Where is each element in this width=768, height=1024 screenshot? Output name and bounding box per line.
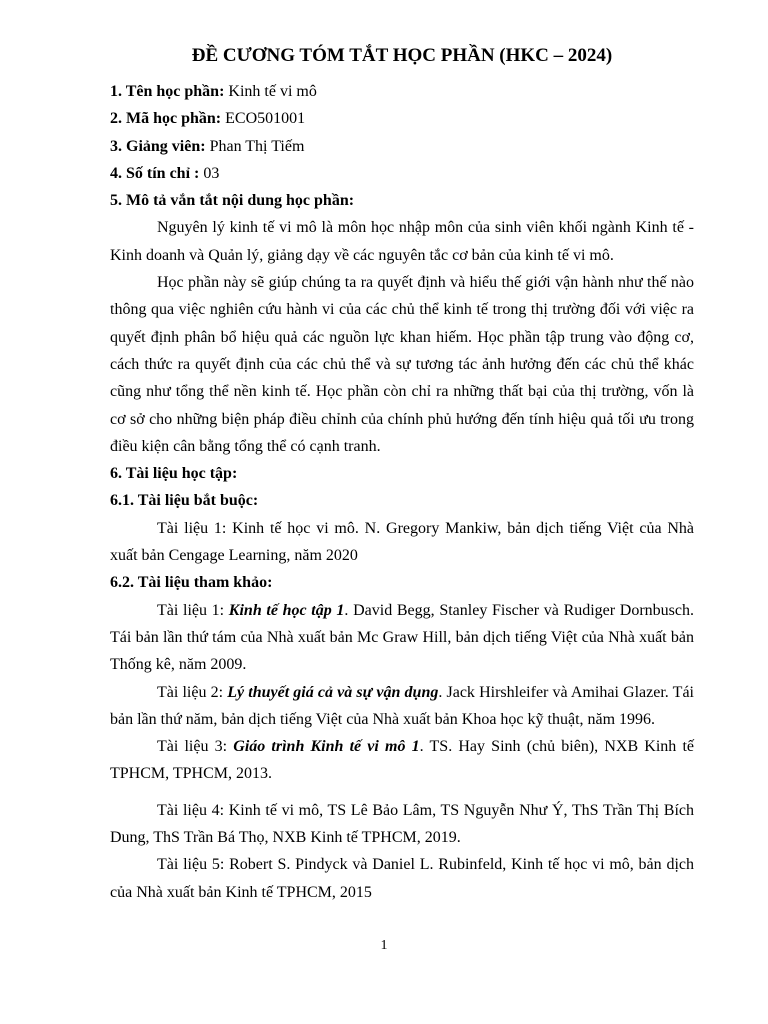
course-name-label: 1. Tên học phần: [110,83,225,100]
reference-document-1 [110,597,694,679]
lecturer-value: Phan Thị Tiếm [205,137,305,155]
reference-document-2 [110,679,694,734]
description-paragraph-2: Học phần này sẽ giúp chúng ta ra quyết định và hiểu thế giới vận hành như thế nào thông qua việc nghiên cứu hành vi của các chủ thể kinh tế trong thị trường đối với việc ra quyết định phân bổ hiệu quả các nguồn lực khan hiếm. Học phần tập trung vào động cơ, cách thức ra quyết định của các chủ thể và sự tương tác ảnh hưởng đến các chủ thể khác cũng như tổng thể nền kinh tế. Học phần còn chỉ ra những thất bại của thị trường, vốn là cơ sở cho những biện pháp điều chỉnh của chính phủ hướng đến tính hiệu quả tối ưu trong điều kiện cân bằng tổng thể có cạnh tranh. [110,274,694,455]
course-name-value: Kinh tế vi mô [224,83,317,100]
course-code-value: ECO501001 [221,110,306,128]
description-heading: 5. Mô tả vắn tắt nội dung học phần: [110,192,355,210]
required-document-1: Tài liệu 1: Kinh tế học vi mô. N. Gregory Mankiw, bản dịch tiếng Việt của Nhà xuất bản Cengage Learning, năm 2020 [110,519,694,565]
reference-document-3 [110,733,694,788]
description-paragraph-1: Nguyên lý kinh tế vi mô là môn học nhập môn của sinh viên khối ngành Kinh tế - Kinh doanh và Quản lý, giảng dạy về các nguyên tắc cơ bản của kinh tế vi mô. [110,219,694,264]
course-code-label: 2. Mã học phần: [110,110,222,128]
reference-document-3-prefix: Tài liệu 3: [157,738,234,756]
credits-value: 03 [199,164,220,182]
credits-line [110,160,694,187]
reference-document-1-prefix: Tài liệu 1: [157,601,229,619]
materials-heading: 6. Tài liệu học tập: [110,465,238,483]
reference-materials-heading: 6.2. Tài liệu tham khảo: [110,574,273,592]
reference-document-2-details: . Jack Hirshleifer và Amihai Glazer. Tái bản lần thứ năm, bản dịch tiếng Việt của Nhà xuất bản Khoa học kỹ thuật, năm 1996. [110,683,694,728]
reference-document-5: Tài liệu 5: Robert S. Pindyck và Daniel L. Rubinfeld, Kinh tế học vi mô, bản dịch của Nhà xuất bản Kinh tế TPHCM, 2015 [110,856,694,901]
page-number: 1 [380,938,388,953]
credits-label: 4. Số tín chỉ : [110,164,200,182]
document-title: ĐỀ CƯƠNG TÓM TẮT HỌC PHẦN (HKC – 2024) [191,45,613,66]
reference-document-4: Tài liệu 4: Kinh tế vi mô, TS Lê Bảo Lâm, TS Nguyễn Như Ý, ThS Trần Thị Bích Dung, ThS Trần Bá Thọ, NXB Kinh tế TPHCM, 2019. [110,801,694,847]
required-materials-heading: 6.1. Tài liệu bắt buộc: [110,492,259,510]
lecturer-label: 3. Giảng viên: [110,137,206,155]
course-name-line [110,78,694,105]
reference-document-2-title: Lý thuyết giá cả và sự vận dụng [227,683,439,701]
reference-document-1-details: . David Begg, Stanley Fischer và Rudiger Dornbusch. Tái bản lần thứ tám của Nhà xuất bản Mc Graw Hill, bản dịch tiếng Việt của Nhà xuất bản Thống kê, năm 2009. [110,601,695,674]
reference-document-2-prefix: Tài liệu 2: [157,683,228,701]
reference-document-1-title: Kinh tế học tập 1 [228,601,345,619]
reference-document-3-title: Giáo trình Kinh tế vi mô 1 [233,738,420,756]
course-code-line [110,105,694,132]
reference-document-3-details: . TS. Hay Sinh (chủ biên), NXB Kinh tế TPHCM, TPHCM, 2013. [110,738,694,783]
lecturer-line [110,133,694,160]
